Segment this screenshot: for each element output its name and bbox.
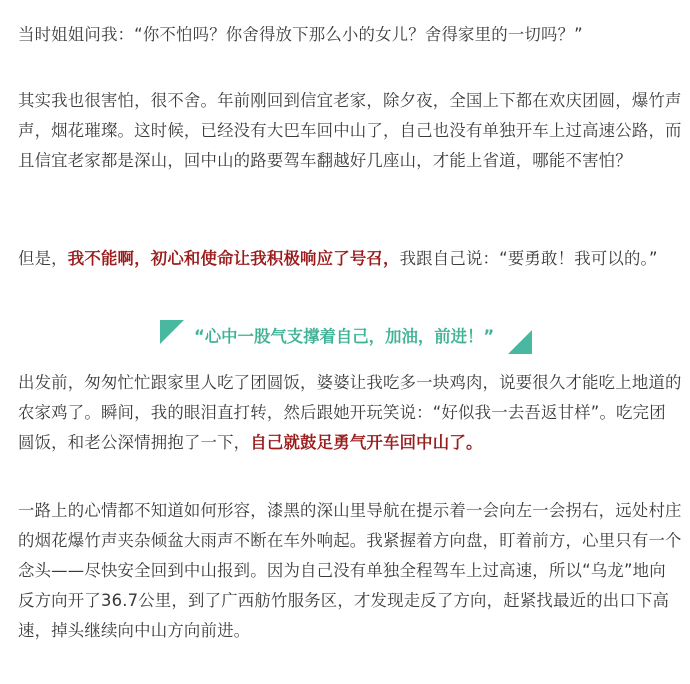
section-heading-text: “心中一股气支撑着自己，加油，前进！”: [194, 327, 495, 346]
paragraph-1: 当时姐姐问我：“你不怕吗？你舍得放下那么小的女儿？舍得家里的一切吗？”: [18, 25, 583, 44]
paragraph-4-body: 出发前，匆匆忙忙跟家里人吃了团圆饭，婆婆让我吃多一块鸡肉，说要很久才能吃上地道的农家鸡了。瞬间，我的眼泪直打转，然后跟她开玩笑说：“好似我一去吾返甘样”。吃完团圆饭，和老公深情拥抱了一下，: [18, 373, 682, 452]
paragraph-3: [18, 244, 682, 274]
paragraph-2: 其实我也很害怕，很不舍。年前刚回到信宜老家，除夕夜，全国上下都在欢庆团圆，爆竹声声，烟花璀璨。这时候，已经没有大巴车回中山了，自己也没有单独开车上过高速公路，而且信宜老家都是深山，回中山的路要驾车翻越好几座山，才能上省道，哪能不害怕？: [18, 91, 682, 170]
paragraph-3-prefix: 但是，: [18, 249, 68, 268]
paragraph-5: 一路上的心情都不知道如何形容，漆黑的深山里导航在提示着一会向左一会拐右，远处村庄的烟花爆竹声夹杂倾盆大雨声不断在车外响起。我紧握着方向盘，盯着前方，心里只有一个念头——尽快安全回到中山报到。因为自己没有单独全程驾车上过高速，所以“乌龙”地向反方向开了36.7公里，到了广西舫竹服务区，才发现走反了方向，赶紧找最近的出口下高速，掉头继续向中山方向前进。: [18, 501, 682, 640]
paragraph-4-highlight: 自己就鼓足勇气开车回中山了。: [250, 433, 483, 452]
triangle-left-decoration: [160, 320, 184, 344]
paragraph-3-suffix: 我跟自己说：“要勇敢！我可以的。”: [399, 249, 658, 268]
triangle-right-decoration: [508, 330, 532, 354]
paragraph-3-highlight: 我不能啊，初心和使命让我积极响应了号召，: [67, 249, 400, 268]
section-heading: [160, 318, 532, 358]
paragraph-4: [18, 368, 682, 458]
